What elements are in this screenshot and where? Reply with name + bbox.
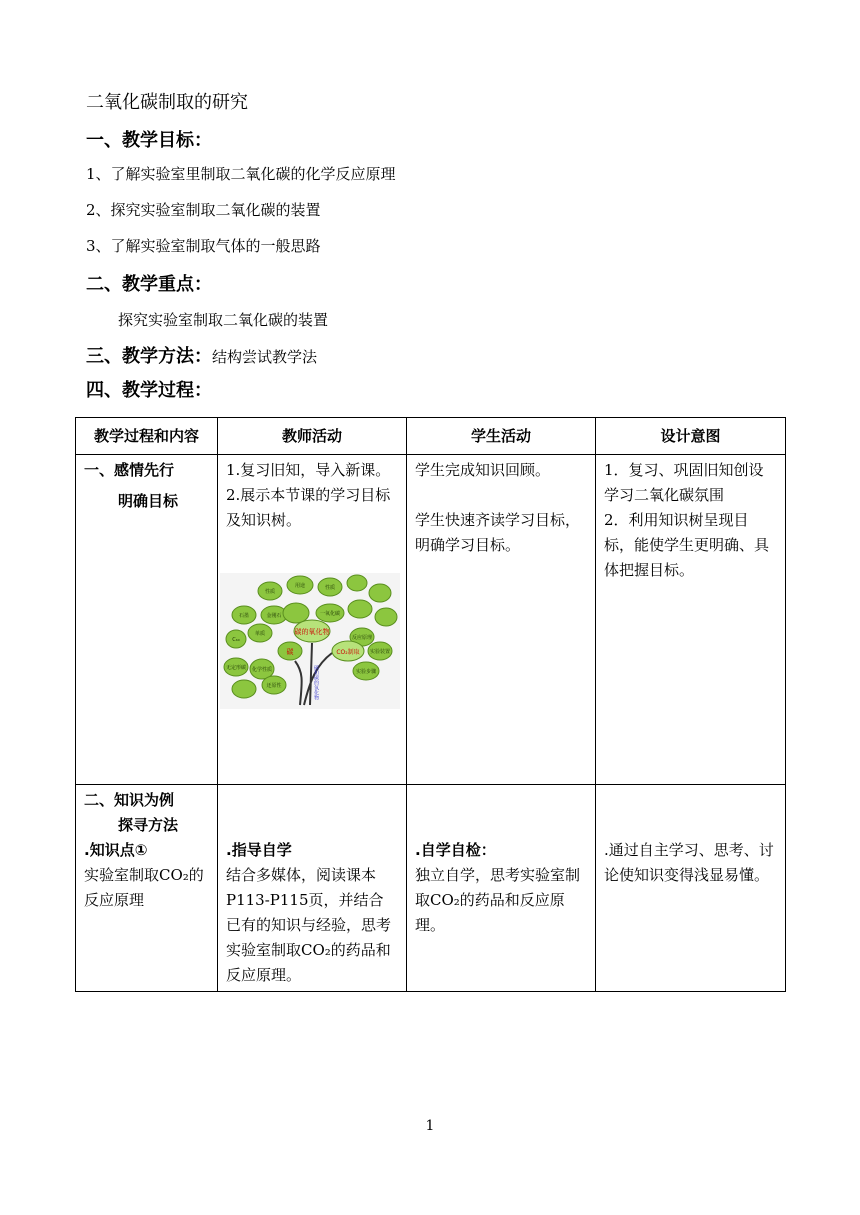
table-header-cell: 教师活动 <box>218 418 407 455</box>
page-number: 1 <box>425 1118 435 1134</box>
tree-leaf-label: 一氧化碳 <box>319 611 341 617</box>
design-intent-text: .通过自主学习、思考、讨论使知识变得浅显易懂。 <box>604 841 774 884</box>
tree-trunk-label: 碳和碳的氧化物 <box>313 665 319 700</box>
stage-title: 二、知识为例 <box>84 791 175 809</box>
tree-leaf-label: 还原性 <box>266 683 282 689</box>
student-activity-cell <box>407 455 596 785</box>
tree-leaf-label: C₆₀ <box>232 637 240 643</box>
teacher-activity-cell <box>218 785 407 992</box>
goal-item: 1、了解实验室里制取二氧化碳的化学反应原理 <box>86 165 396 183</box>
table-row <box>76 455 786 785</box>
student-activity-text: 学生快速齐读学习目标，明确学习目标。 <box>415 511 581 554</box>
table-header-cell: 设计意图 <box>596 418 786 455</box>
teacher-activity-text: 2.展示本节课的学习目标及知识树。 <box>226 486 391 529</box>
teacher-activity-heading: .指导自学 <box>226 841 292 859</box>
student-activity-text: 学生完成知识回顾。 <box>415 461 551 479</box>
teacher-activity-cell <box>218 455 407 785</box>
table-header-cell: 教学过程和内容 <box>76 418 218 455</box>
stage-subtitle: 探寻方法 <box>118 816 179 834</box>
design-intent-text: 1．复习、巩固旧知创设学习二氧化碳氛围 <box>604 461 764 504</box>
knowledge-tree-image <box>220 573 398 717</box>
tree-leaf-label: 无定形碳 <box>225 665 247 671</box>
student-activity-cell <box>407 785 596 992</box>
design-intent-text: 2．利用知识树呈现目标，能使学生更明确、具体把握目标。 <box>604 511 770 579</box>
table-row <box>76 785 786 992</box>
design-intent-cell <box>596 455 786 785</box>
tree-leaf-label: 石墨 <box>238 613 250 619</box>
section-heading-key-point: 二、教学重点： <box>86 274 212 295</box>
tree-leaf-label: 反应原理 <box>351 635 373 641</box>
design-intent-cell <box>596 785 786 992</box>
stage-cell <box>76 455 218 785</box>
tree-leaf-label: 实验装置 <box>369 649 391 655</box>
tree-right-label: CO₂制取 <box>336 649 360 656</box>
tree-leaf-label: 单质 <box>254 631 266 637</box>
table-header-row <box>76 418 786 455</box>
stage-subtitle: 明确目标 <box>118 492 179 510</box>
student-activity-text: 独立自学，思考实验室制取CO₂的药品和反应原理。 <box>415 866 581 934</box>
section-heading-process: 四、教学过程： <box>86 380 212 401</box>
teacher-activity-text: 结合多媒体，阅读课本P113-P115页，并结合已有的知识与经验，思考实验室制取CO₂的药品和反应原理。 <box>226 866 392 984</box>
document-title: 二氧化碳制取的研究 <box>86 92 248 113</box>
teacher-activity-text: 1.复习旧知，导入新课。 <box>226 461 391 479</box>
method-text: 结构尝试教学法 <box>212 348 318 366</box>
tree-leaf-label: 金刚石 <box>266 613 282 619</box>
tree-leaf-label: 性质 <box>264 589 276 595</box>
knowledge-point-label: .知识点① <box>84 841 148 859</box>
tree-leaf-label: 用途 <box>294 583 306 589</box>
method-label: 三、教学方法： <box>86 346 212 367</box>
key-point-text: 探究实验室制取二氧化碳的装置 <box>118 311 329 329</box>
section-heading-method <box>86 342 317 368</box>
student-activity-heading: .自学自检： <box>415 841 496 859</box>
stage-title: 一、感情先行 <box>84 461 175 479</box>
goal-item: 3、了解实验室制取气体的一般思路 <box>86 237 321 255</box>
section-heading-goals: 一、教学目标： <box>86 130 212 151</box>
tree-leaf-label: 性质 <box>324 585 336 591</box>
knowledge-point-text: 实验室制取CO₂的反应原理 <box>84 866 204 909</box>
tree-left-label: 碳 <box>286 648 294 656</box>
stage-cell <box>76 785 218 992</box>
tree-center-label: 碳的氧化物 <box>294 628 330 636</box>
tree-leaf-label: 实验步骤 <box>355 669 377 675</box>
table-header-cell: 学生活动 <box>407 418 596 455</box>
teaching-process-table <box>75 417 786 992</box>
tree-leaf-label: 化学性质 <box>251 667 273 673</box>
goal-item: 2、探究实验室制取二氧化碳的装置 <box>86 201 321 219</box>
